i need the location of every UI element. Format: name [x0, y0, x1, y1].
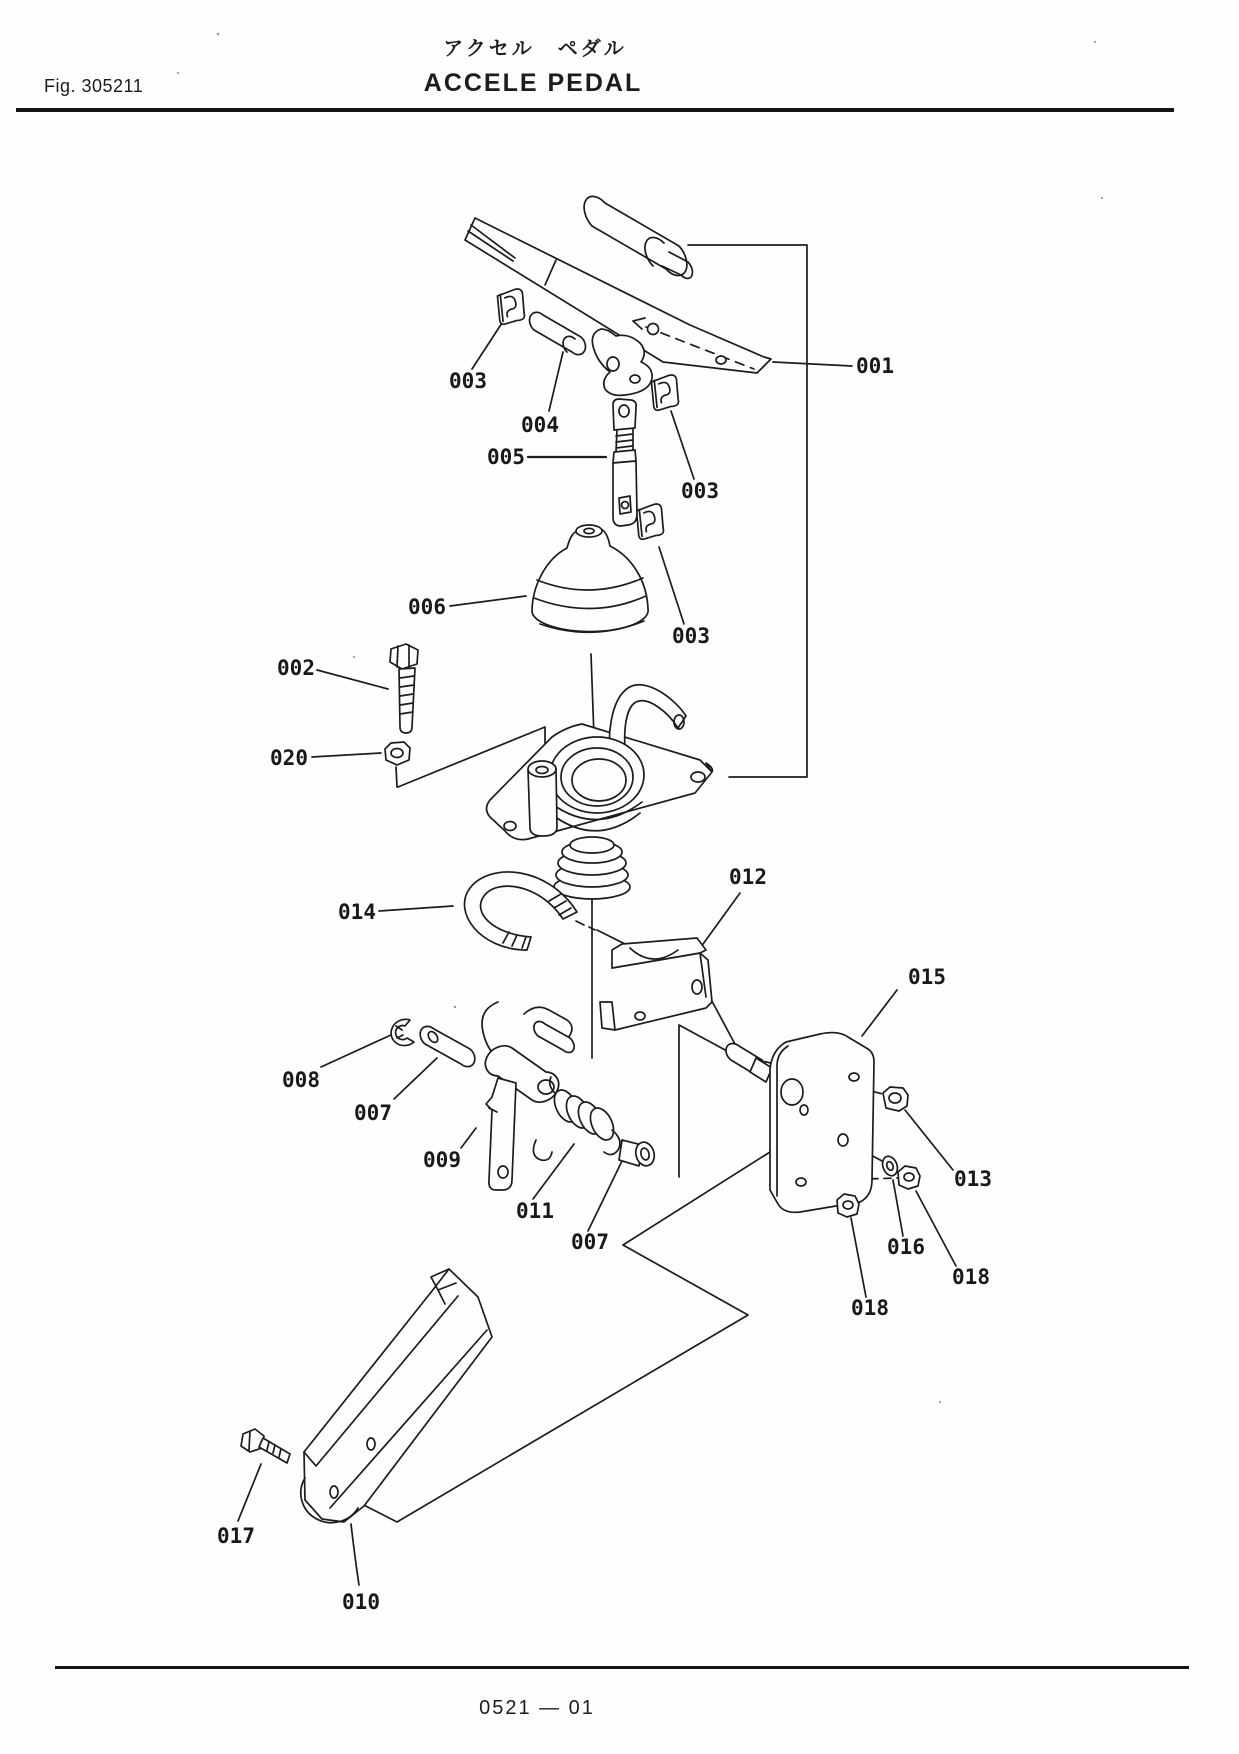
callout-006: 006	[408, 595, 446, 619]
callout-011: 011	[516, 1199, 554, 1223]
spring-stack	[554, 837, 630, 899]
part-boot-006	[532, 525, 648, 632]
callout-007-b: 007	[571, 1230, 609, 1254]
part-nut-020	[385, 742, 410, 765]
part-joint-link-005	[613, 399, 637, 526]
part-washer-016	[880, 1154, 900, 1178]
callout-020: 020	[270, 746, 308, 770]
callout-002: 002	[277, 656, 315, 680]
callout-001: 001	[856, 354, 894, 378]
callout-010: 010	[342, 1590, 380, 1614]
bracket-plate-assembly	[487, 685, 713, 840]
page-title: ACCELE PEDAL	[423, 69, 643, 97]
page-title-japanese: アクセル ペダル	[443, 38, 627, 60]
callout-004: 004	[521, 413, 559, 437]
callout-009: 009	[423, 1148, 461, 1172]
part-nut-018-right	[898, 1166, 920, 1189]
callout-012: 012	[729, 865, 767, 889]
callout-014: 014	[338, 900, 376, 924]
part-bolt-017	[241, 1429, 290, 1463]
callout-018-b: 018	[851, 1296, 889, 1320]
callout-005: 005	[487, 445, 525, 469]
callout-008: 008	[282, 1068, 320, 1092]
part-nut-018-bottom	[837, 1194, 859, 1217]
callout-003-c: 003	[672, 624, 710, 648]
part-pedal-bracket-010	[301, 1269, 492, 1523]
callout-015: 015	[908, 965, 946, 989]
callout-013: 013	[954, 1167, 992, 1191]
part-pin-007	[420, 1026, 475, 1066]
callout-003-a: 003	[449, 369, 487, 393]
part-bushing-007	[619, 1140, 657, 1168]
callout-007-a: 007	[354, 1101, 392, 1125]
figure-number: Fig. 305211	[44, 76, 144, 96]
callout-018-a: 018	[952, 1265, 990, 1289]
footer-page-code: 0521 — 01	[479, 1697, 595, 1719]
part-nut-013	[883, 1087, 908, 1111]
part-pin-004	[530, 312, 586, 354]
callout-017: 017	[217, 1524, 255, 1548]
part-plate-015	[770, 1033, 874, 1213]
callout-016: 016	[887, 1235, 925, 1259]
footer-rule	[55, 1666, 1189, 1669]
part-e-clip-008	[391, 1019, 414, 1045]
part-bolt-002	[390, 644, 418, 733]
part-clamp-012	[600, 938, 712, 1030]
callout-003-b: 003	[681, 479, 719, 503]
